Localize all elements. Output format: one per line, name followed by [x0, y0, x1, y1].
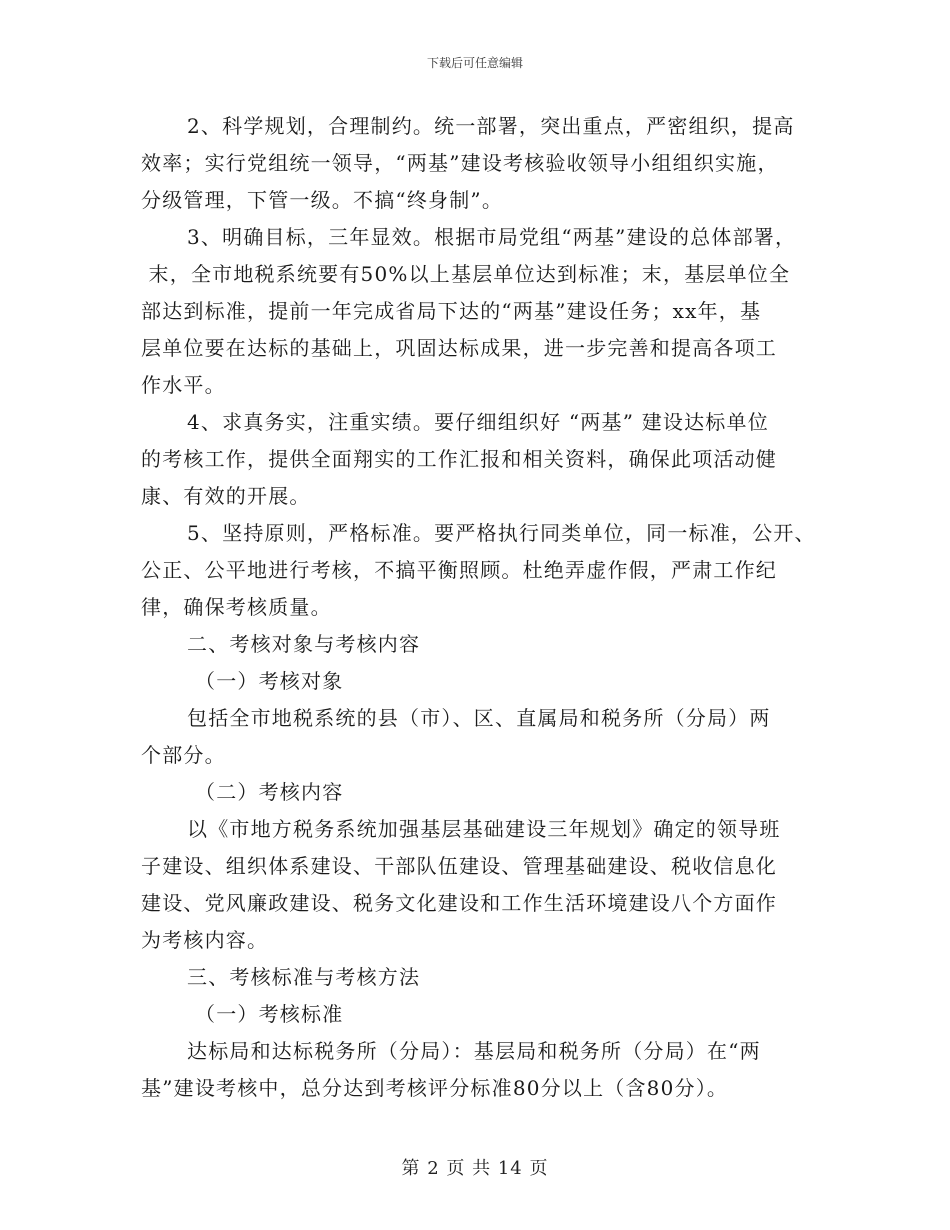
text-line: 的考核工作，提供全面翔实的工作汇报和相关资料，确保此项活动健 — [141, 447, 777, 471]
text-line: 3、明确目标，三年显效。根据市局党组“两基”建设的总体部署， — [187, 225, 797, 249]
text-line: 以《市地方税务系统加强基层基础建设三年规划》确定的领导班 — [187, 817, 781, 841]
subsection-heading: （一）考核标准 — [195, 1002, 344, 1026]
text-line: 基”建设考核中，总分达到考核评分标准80分以上（含80分）。 — [141, 1076, 729, 1100]
document-body — [141, 108, 821, 1107]
text-line: 达标局和达标税务所（分局）：基层局和税务所（分局）在“两 — [187, 1039, 761, 1063]
text-line: 律，确保考核质量。 — [141, 595, 332, 619]
text-line: 作水平。 — [141, 373, 226, 397]
text-line: 2、科学规划，合理制约。统一部署，突出重点，严密组织，提高 — [187, 114, 795, 138]
text-line: 效率；实行党组统一领导，“两基”建设考核验收领导小组组织实施， — [141, 151, 779, 175]
text-line: 层单位要在达标的基础上，巩固达标成果，进一步完善和提高各项工 — [141, 336, 777, 360]
page-header-note: 下载后可任意编辑 — [426, 56, 523, 70]
text-line: 4、求真务实，注重实绩。要仔细组织好 “两基” 建设达标单位 — [187, 410, 769, 434]
text-line: 建设、党风廉政建设、税务文化建设和工作生活环境建设八个方面作 — [141, 891, 777, 915]
page-footer-number: 第 2 页 共 14 页 — [401, 1158, 549, 1179]
text-line: 5、坚持原则，严格标准。要严格执行同类单位，同一标准，公开、 — [187, 521, 816, 545]
text-line: 康、有效的开展。 — [141, 484, 311, 508]
text-line: 个部分。 — [141, 743, 226, 767]
text-line: 公正、公平地进行考核，不搞平衡照顾。杜绝弄虚作假，严肃工作纪 — [141, 558, 777, 582]
subsection-heading: （一）考核对象 — [195, 669, 344, 693]
section-heading: 三、考核标准与考核方法 — [187, 965, 421, 989]
text-line: 部达到标准，提前一年完成省局下达的“两基”建设任务；xx年，基 — [141, 299, 762, 323]
text-line: 分级管理，下管一级。不搞“终身制”。 — [141, 188, 504, 212]
section-heading: 二、考核对象与考核内容 — [187, 632, 421, 656]
subsection-heading: （二）考核内容 — [195, 780, 344, 804]
text-line: 为考核内容。 — [141, 928, 269, 952]
text-line: 末，全市地税系统要有50%以上基层单位达到标准；末，基层单位全 — [141, 262, 791, 286]
text-line: 包括全市地税系统的县（市）、区、直属局和税务所（分局）两 — [187, 706, 771, 730]
text-line: 子建设、组织体系建设、干部队伍建设、管理基础建设、税收信息化 — [141, 854, 777, 878]
